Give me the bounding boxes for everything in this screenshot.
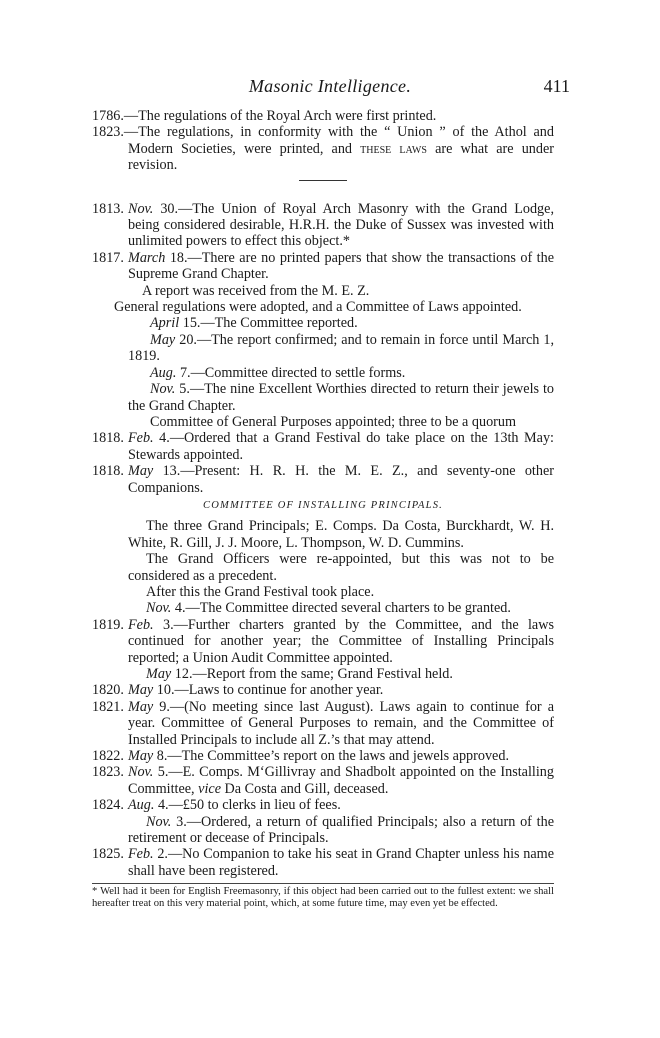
entry-1823-installing: 1823. Nov. 5.—E. Comps. M‘Gillivray and Shadbolt appointed on the Installing Committee, vice Da Costa and Gill, deceased. [92, 764, 554, 797]
entry-principals: The three Grand Principals; E. Comps. Da Costa, Burckhardt, W. H. White, R. Gill, J. J. Moore, L. Thompson, W. D. Cummins. [128, 518, 554, 551]
entry-report: A report was received from the M. E. Z. [142, 282, 370, 299]
entry-nov-4: Nov. 4.—The Committee directed several charters to be granted. [146, 600, 511, 617]
entry-may-12: May 12.—Report from the same; Grand Festival held. [146, 666, 453, 682]
entry-1819: 1819. Feb. 3.—Further charters granted by the Committee, and the laws continued for another year; the Committee of Installing Principals reported; a Union Audit Committee appointed. [92, 616, 554, 666]
entry-1822: 1822. May 8.—The Committee’s report on the laws and jewels approved. [92, 748, 510, 765]
entry-officers: The Grand Officers were re-appointed, but this was not to be considered as a precedent. [128, 551, 554, 584]
entry-1823-regulations: 1823.—The regulations, in conformity with the “ Union ” of the Athol and Modern Societies, were printed, and these laws are what are under revision. [92, 124, 554, 174]
entry-1825: 1825. Feb. 2.—No Companion to take his seat in Grand Chapter unless his name shall have been registered. [92, 846, 554, 879]
entry-1821: 1821. May 9.—(No meeting since last August). Laws again to continue for a year. Committee of General Purposes to remain, and the Committee of Installed Principals to include all Z.’s that may attend. [92, 698, 554, 748]
entry-1817: 1817. March 18.—There are no printed papers that show the transactions of the Supreme Grand Chapter. [92, 249, 554, 283]
entry-april-15: April 15.—The Committee reported. [150, 315, 358, 332]
entry-aug-7: Aug. 7.—Committee directed to settle forms. [150, 364, 406, 381]
entry-1818-feb: 1818. Feb. 4.—Ordered that a Grand Festival do take place on the 13th May: Stewards appointed. [92, 430, 554, 463]
entry-1813: 1813. Nov. 30.—The Union of Royal Arch Masonry with the Grand Lodge, being considered desirable, H.R.H. the Duke of Sussex was invested with unlimited powers to effect this object.* [92, 200, 554, 250]
entry-1824: 1824. Aug. 4.—£50 to clerks in lieu of fees. [92, 797, 341, 814]
entry-1820: 1820. May 10.—Laws to continue for another year. [92, 682, 384, 699]
footnote-rule [92, 883, 554, 884]
running-title: Masonic Intelligence. [248, 76, 412, 96]
entry-general-purposes: Committee of General Purposes appointed; three to be a quorum [150, 413, 517, 430]
page-body [92, 108, 554, 910]
section-divider [299, 180, 347, 181]
running-header [90, 76, 570, 98]
entry-nov-3: Nov. 3.—Ordered, a return of qualified Principals; also a return of the retirement or decease of Principals. [128, 813, 554, 847]
entry-nov-5: Nov. 5.—The nine Excellent Worthies directed to return their jewels to the Grand Chapter. [128, 381, 555, 414]
entry-1818-may: 1818. May 13.—Present: H. R. H. the M. E. Z., and seventy-one other Companions. [92, 463, 554, 496]
entry-1786: 1786.—The regulations of the Royal Arch were first printed. [92, 108, 437, 124]
footnote: * Well had it been for English Freemasonry, if this object had been carried out to the fullest extent: we shall hereafter treat on this very material point, which, at some future time, may even yet be effected. [92, 886, 554, 910]
subheading-installing-principals: COMMITTEE OF INSTALLING PRINCIPALS. [203, 499, 443, 511]
entry-may-20: May 20.—The report confirmed; and to remain in force until March 1, 1819. [128, 331, 554, 365]
entry-festival: After this the Grand Festival took place. [146, 583, 375, 600]
page-number: 411 [543, 76, 570, 96]
entry-general: General regulations were adopted, and a Committee of Laws appointed. [114, 299, 522, 316]
